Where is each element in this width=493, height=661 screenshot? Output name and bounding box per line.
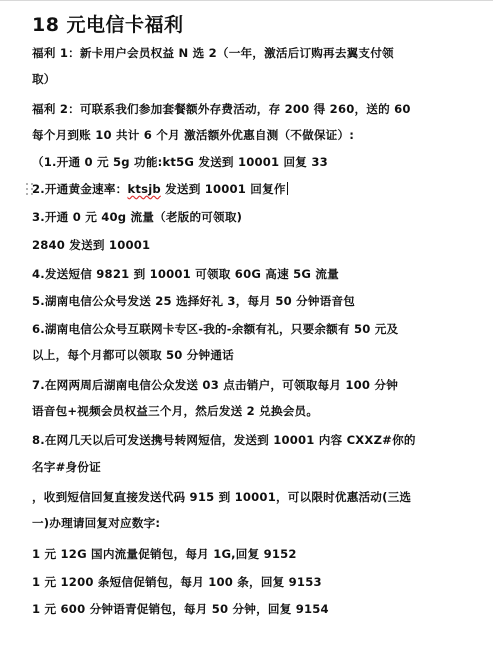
document-title: 18 元电信卡福利 bbox=[32, 14, 184, 36]
text-line[interactable]: 以上，每个月都可以领取 50 分钟通话 bbox=[32, 348, 234, 362]
text-segment: 2.开通黄金速率： bbox=[32, 182, 128, 196]
text-line[interactable]: 1 元 600 分钟语青促销包，每月 50 分钟，回复 9154 bbox=[32, 602, 329, 616]
text-line[interactable]: 取） bbox=[32, 72, 56, 86]
text-line[interactable]: 3.开通 0 元 40g 流量（老版的可领取) bbox=[32, 210, 243, 224]
text-line[interactable]: 名字#身份证 bbox=[32, 460, 101, 474]
text-line[interactable]: 1 元 12G 国内流量促销包，每月 1G,回复 9152 bbox=[32, 547, 297, 561]
text-line[interactable]: 1 元 1200 条短信促销包，每月 100 条，回复 9153 bbox=[32, 575, 322, 589]
text-cursor bbox=[287, 182, 288, 195]
text-line[interactable]: 7.在网两周后湖南电信公众发送 03 点击销户，可领取每月 100 分钟 bbox=[32, 378, 398, 392]
spellcheck-word[interactable]: ktsjb bbox=[127, 182, 161, 196]
text-line[interactable]: 一)办理请回复对应数字: bbox=[32, 516, 161, 530]
text-line[interactable]: 语音包+视频会员权益三个月，然后发送 2 兑换会员。 bbox=[32, 404, 319, 418]
text-line[interactable]: ，收到短信回复直接发送代码 915 到 10001，可以限时优惠活动(三选 bbox=[32, 490, 412, 504]
text-line[interactable]: 6.湖南电信公众号互联网卡专区-我的-余额有礼，只要余额有 50 元及 bbox=[32, 322, 399, 336]
text-line[interactable]: 4.发送短信 9821 到 10001 可领取 60G 高速 5G 流量 bbox=[32, 267, 339, 281]
text-segment: 发送到 10001 回复作 bbox=[160, 182, 286, 196]
text-line[interactable]: 5.湖南电信公众号发送 25 选择好礼 3，每月 50 分钟语音包 bbox=[32, 294, 356, 308]
text-line[interactable]: （1.开通 0 元 5g 功能:kt5G 发送到 10001 回复 33 bbox=[32, 155, 328, 169]
text-line[interactable]: 福利 1：新卡用户会员权益 N 选 2（一年，激活后订购再去翼支付领 bbox=[32, 46, 394, 60]
text-line[interactable]: 2840 发送到 10001 bbox=[32, 238, 151, 252]
text-line[interactable]: 福利 2：可联系我们参加套餐额外存费活动，存 200 得 260，送的 60 bbox=[32, 102, 411, 116]
text-line[interactable]: 8.在网几天以后可发送携号转网短信，发送到 10001 内容 CXXZ#你的 bbox=[32, 433, 416, 447]
text-line[interactable]: 每个月到账 10 共计 6 个月 激活额外优惠自测（不做保证）: bbox=[32, 128, 355, 142]
text-line-with-cursor[interactable] bbox=[32, 181, 288, 197]
